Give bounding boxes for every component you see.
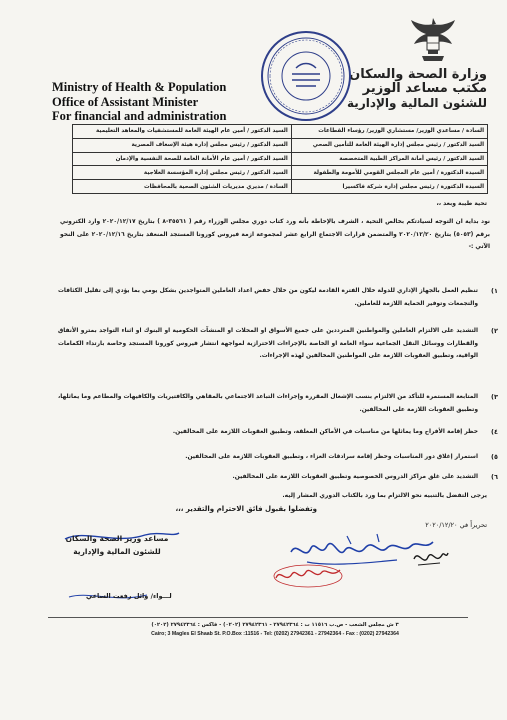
list-item [58,391,498,416]
stamp-line-1: مساعد وزير الصحة والسكان [65,534,169,543]
item-number: ٢) [491,327,498,335]
footer-address-en: Cairo; 3 Magles El Shaab St. P.O.Box :11516 - Tel: (0202) 27942361 - 27942364 - Fax : (0202) 27942364 [151,631,399,637]
date-line: تحريراً في ٢٠٢٠/١٢/٢٠ [425,521,487,529]
greeting: تحية طيبة وبعد ،، [436,200,487,207]
closing-regards: وتفضلوا بقبول فائق الاحترام والتقدير ،،، [175,505,317,513]
recipient-cell: السيدة الدكتورة / رئيس مجلس إدارة شركة فاكسيرا [291,180,487,194]
item-text: المتابعة المستمرة للتأكد من الالتزام بنسب الإشغال المقررة وإجراءات التباعد الاجتماعي بالمقاهي والكافتيريات والكافيهات والمطاعم وما يماثلها، وتطبيق العقوبات اللازمة على المخالفين. [58,394,478,413]
item-number: ٣) [491,393,498,401]
letterhead-en-line-2: Office of Assistant Minister [52,94,199,109]
arabic-letterhead [337,68,487,110]
stamp-text [62,533,172,558]
recipient-cell: السيد الدكتور / أمين عام الأمانة العامة للصحة النفسية والإدمان [73,152,292,166]
item-text: التشديد على الالتزام العاملين والمواطنين المترددين على جميع الأسواق او المحلات او المنشآت الحكومية او البنوك او اثناء التواجد بمترو الأنفاق والقطارات ووسائل النقل الجماعية سواء العامة او الخاصة بالإجراءات الاحترازية لمواجهة انتشار فيروس كورونا المستجد وخاصة بارتداء الكمامات الواقية، وتطبيق العقوبات اللازمة على المواطنين المخالفين لهذه الإجراءات. [58,328,478,359]
item-number: ٤) [491,428,498,436]
table-row [73,125,488,139]
letterhead-ar-line-3: للشئون المالية والإدارية [347,96,487,110]
recipient-cell: السيد الدكتور / رئيس مجلس إدارة هيئة الإسعاف المصرية [73,138,292,152]
recipient-cell: السيد الدكتور / رئيس مجلس إدارة الهيئة العامة للتأمين الصحي [291,138,487,152]
item-text: التشديد على غلق مراكز الدروس الخصوصية وتطبيق العقوبات اللازمة على المخالفين. [232,474,478,480]
item-text: حظر إقامة الأفراح وما يماثلها من مناسبات في الأماكن المغلقة، وتطبيق العقوبات اللازمة على المخالفين. [172,429,478,435]
item-number: ١) [491,287,498,295]
letterhead-ar-line-1: وزارة الصحة والسكان [349,67,487,82]
footer-divider [48,617,468,618]
recipient-cell: السادة / مساعدي الوزير/ مستشاري الوزير/ رؤساء القطاعات [291,125,487,139]
table-row [73,180,488,194]
footer-address-ar: ٣ ش مجلس الشعب - ص.ب ١١٥١٦ ت : ٢٧٩٤٢٣٦٤ - ٢٧٩٤٢٣٦١ (٠٢٠٢) - فاكس : ٢٧٩٤٢٣٦٤ (٠٢٠٢) [151,622,399,628]
english-letterhead [52,80,272,124]
initials-signature [410,545,450,571]
table-row [73,166,488,180]
letterhead-en-line-3: For financial and administration [52,109,227,123]
item-text: تنظيم العمل بالجهاز الإداري للدولة خلال الفترة القادمة ليكون من خلال خفض اعداد العاملين المتواجدين بشكل يومي بما يؤدي إلى تقليل الكثافات والتجمعات وتوفير الحماية اللازمة للعاملين. [58,288,478,307]
list-item [58,426,498,439]
stamp-line-2: للشئون المالية والإدارية [73,546,161,556]
item-number: ٦) [491,473,498,481]
recipient-cell: السيد الدكتور / أمين عام الهيئة العامة للمستشفيات والمعاهد التعليمية [73,125,292,139]
list-item [58,285,498,310]
list-item [58,471,498,484]
table-row [73,152,488,166]
stamp-signatory: لـــواء/ وائل رفعت الساعي [86,592,172,600]
table-row [73,138,488,152]
recipient-cell: السيد الدكتور / رئيس مجلس إدارة المؤسسة العلاجية [73,166,292,180]
round-office-seal [258,28,354,124]
recipients-table [72,124,488,194]
item-number: ٥) [491,453,498,461]
recipient-cell: السيدة الدكتورة / أمين عام المجلس القومي للأمومة والطفولة [291,166,487,180]
handwritten-date-mark [270,560,345,590]
letterhead-en-line-1: Ministry of Health & Population [52,80,227,94]
intro-paragraph: نود بداية ان التوجه لسيادتكم بخالص التحية ، الشرف بالإحاطة بأنه ورد كتاب دوري مجلس الوزراء رقم ( ٣٥٥٦١-٨ ) بتاريخ ٢٠٢٠/١٢/١٧ وارد الكتروني برقم (٥٠٥٣) بتاريخ ٢٠٢٠/١٢/٢٠ والمتضمن قرارات الاجتماع الرابع عشر لمجموعة ازمة فيروس كورونا المستجد المنعقد بتاريخ ٢٠٢٠/١٢/١٦ على النحو الآتي :- [60,219,490,250]
list-item [58,325,498,363]
letterhead-ar-line-2: مكتب مساعد الوزير [362,81,487,96]
recipient-cell: السادة / مديري مديريات الشئون الصحية بالمحافظات [73,180,292,194]
closing-request: يرجى التفضل بالتنبيه نحو الالتزام بما ورد بالكتاب الدوري المشار إليه. [282,492,487,499]
recipient-cell: السيد الدكتور / رئيس أمانة المراكز الطبية المتخصصة [291,152,487,166]
egypt-eagle-emblem-icon [408,14,458,66]
item-text: استمرار إغلاق دور المناسبات وحظر إقامة سرادقات العزاء ، وتطبيق العقوبات اللازمة على المخالفين. [185,454,478,460]
list-item [58,451,498,464]
